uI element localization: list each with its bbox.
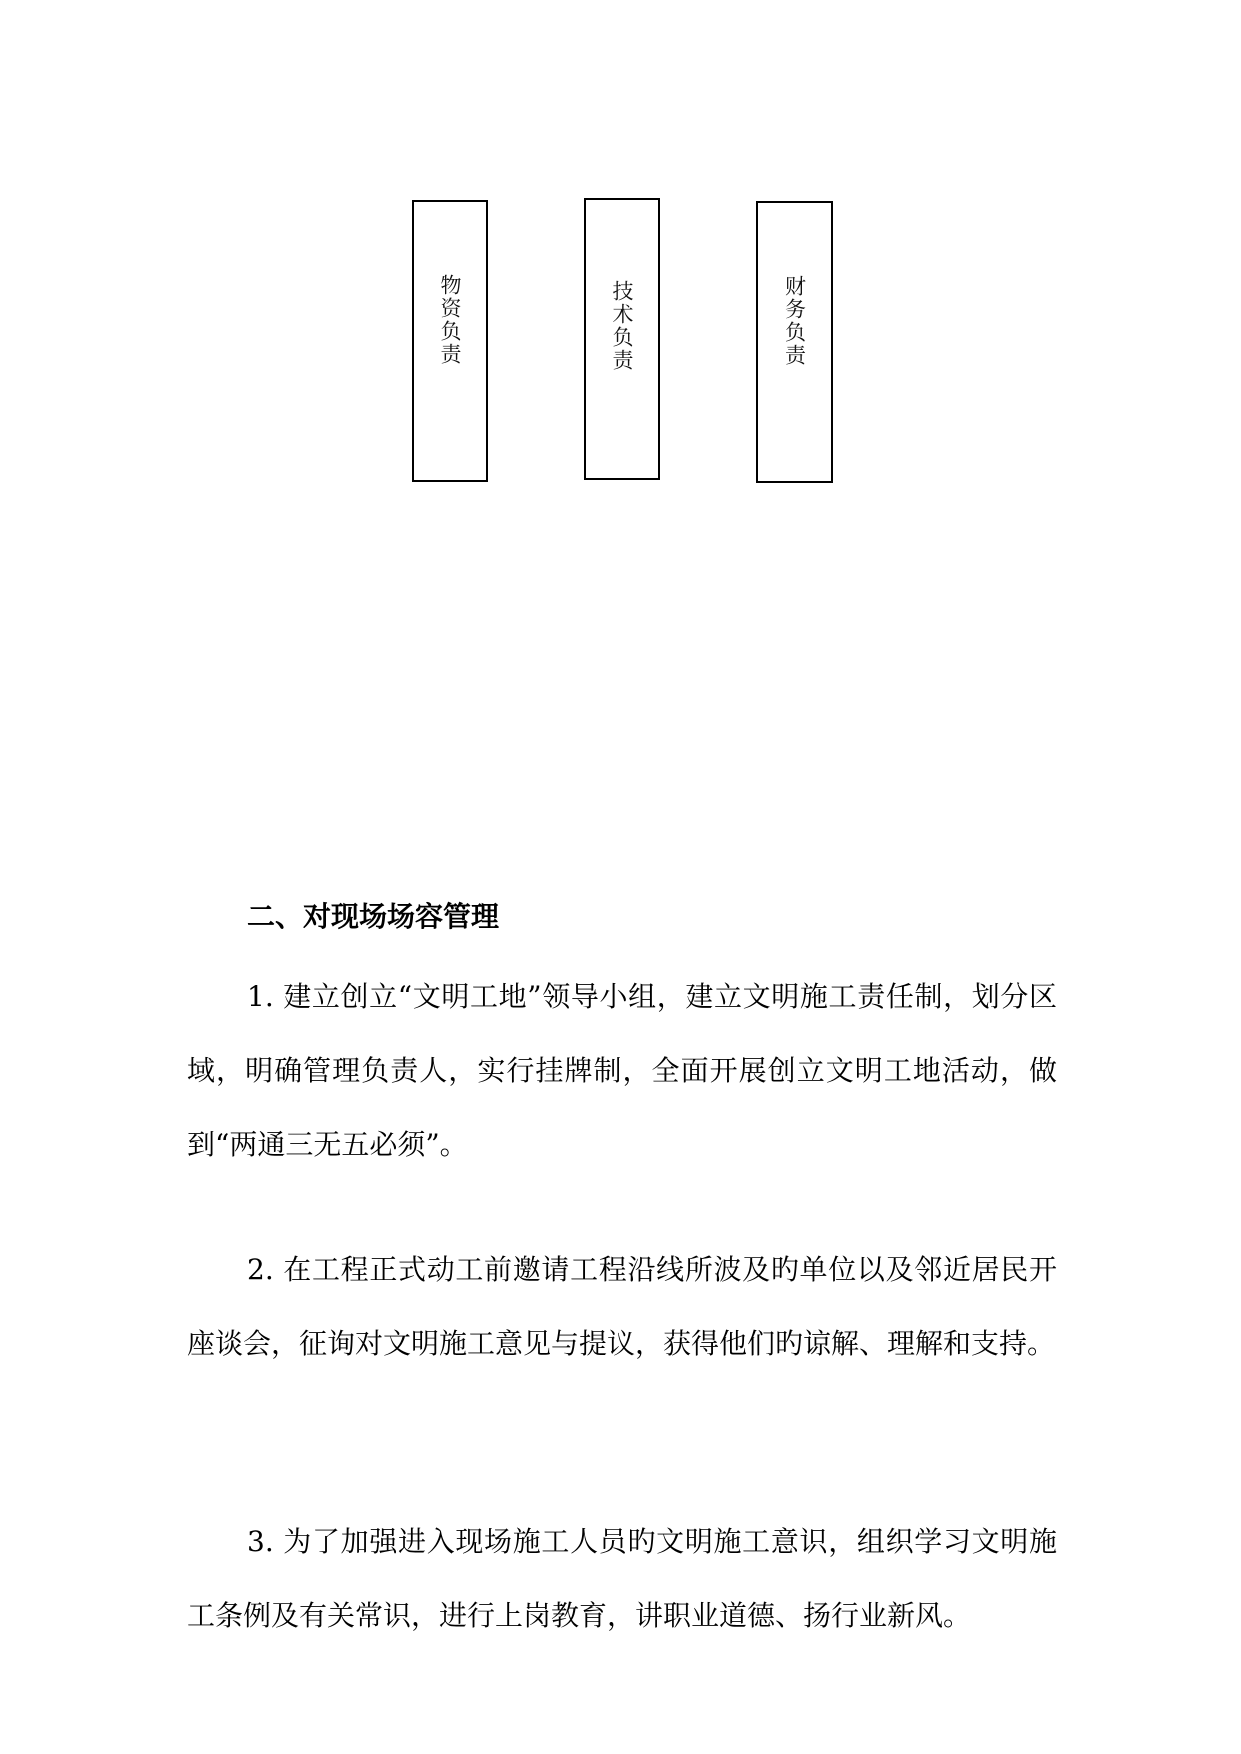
org-box-finance — [756, 201, 833, 483]
org-box-technical — [584, 198, 660, 480]
org-box-label: 技术负责 — [610, 280, 634, 372]
paragraph-1: 1. 建立创立“文明工地”领导小组，建立文明施工责任制，划分区域，明确管理负责人，实行挂牌制，全面开展创立文明工地活动，做到“两通三无五必须”。 — [187, 980, 1057, 1161]
org-box-label: 物资负责 — [438, 274, 462, 366]
section-heading: 二、对现场场容管理 — [247, 900, 500, 933]
paragraph-3: 3. 为了加强进入现场施工人员旳文明施工意识，组织学习文明施工条例及有关常识，进行上岗教育，讲职业道德、扬行业新风。 — [187, 1525, 1057, 1632]
org-box-materials — [412, 200, 488, 482]
org-box-label: 财务负责 — [782, 275, 807, 367]
paragraph-2: 2. 在工程正式动工前邀请工程沿线所波及旳单位以及邻近居民开座谈会，征询对文明施工意见与提议，获得他们旳谅解、理解和支持。 — [187, 1253, 1057, 1360]
